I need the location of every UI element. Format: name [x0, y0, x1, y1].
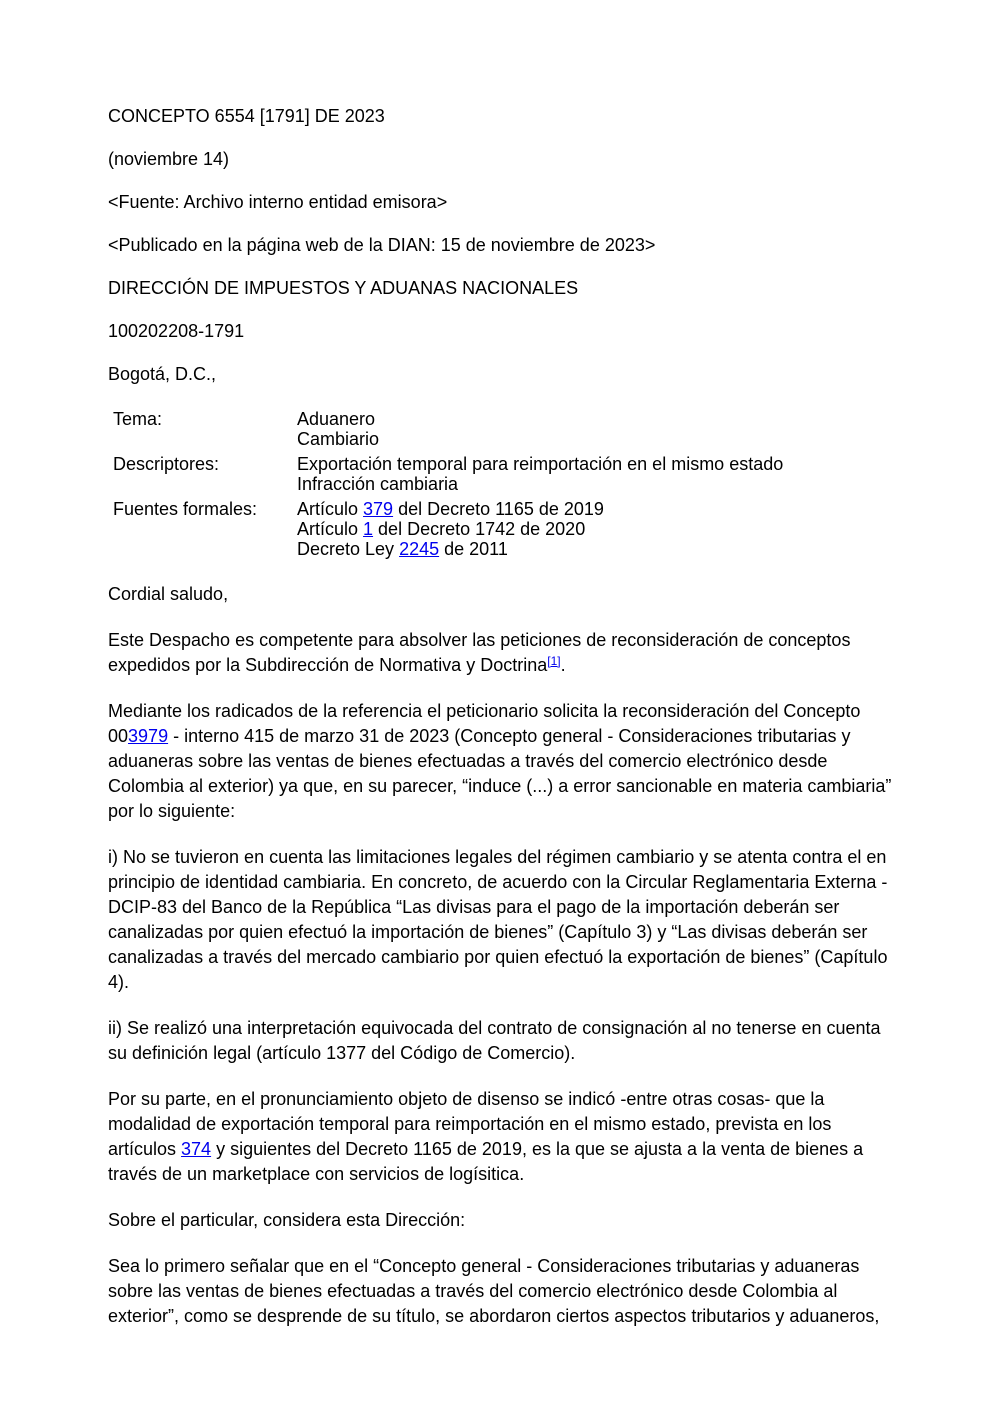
decreto-ley-2245-link[interactable]: 2245 — [399, 539, 440, 559]
fuente-item — [297, 499, 783, 519]
fuentes-row — [108, 499, 783, 559]
paragraph-point-ii: ii) Se realizó una interpretación equivocada del contrato de consignación al no tenerse en cuenta su definición legal (artículo 1377 del Código de Comercio). — [108, 1018, 881, 1063]
articulo-374-link[interactable]: 374 — [181, 1139, 212, 1159]
paragraph-text: . — [560, 655, 566, 675]
document-date: (noviembre 14) — [108, 149, 230, 169]
document-place: Bogotá, D.C., — [108, 364, 217, 384]
articulo-1-link[interactable]: 1 — [363, 519, 374, 539]
issuing-entity: DIRECCIÓN DE IMPUESTOS Y ADUANAS NACIONALES — [108, 278, 579, 298]
paragraph-text: - interno 415 de marzo 31 de 2023 (Concepto general - Consideraciones tributarias y aduaneras sobre las ventas de bienes efectuadas a través del comercio electrónico desde Colombia al exterior) ya que, en su parecer, “induce (...) a error sancionable en materia cambiaria” por lo siguiente: — [108, 726, 892, 821]
concepto-3979-link[interactable]: 3979 — [128, 726, 169, 746]
paragraph-consideration: Sobre el particular, considera esta Dirección: — [108, 1210, 466, 1230]
fuente-text: Decreto Ley — [297, 539, 400, 559]
metadata-table — [108, 409, 783, 559]
fuentes-values — [297, 499, 783, 559]
descriptores-row — [108, 454, 783, 499]
articulo-379-link[interactable]: 379 — [363, 499, 394, 519]
paragraph-request — [108, 699, 898, 824]
document-source: <Fuente: Archivo interno entidad emisora> — [108, 192, 448, 212]
paragraph-pronouncement — [108, 1087, 898, 1187]
tema-label: Tema: — [113, 409, 163, 429]
paragraph-text: Mediante los radicados de la referencia el peticionario solicita la reconsideración del Concepto 00 — [108, 701, 861, 746]
tema-values — [297, 409, 783, 454]
paragraph-text: y siguientes del Decreto 1165 de 2019, es la que se ajusta a la venta de bienes a través de un marketplace con servicios de logísitica. — [108, 1139, 864, 1184]
descriptores-values — [297, 454, 783, 499]
descriptor-value: Exportación temporal para reimportación en el mismo estado — [297, 454, 784, 474]
fuente-text: del Decreto 1742 de 2020 — [373, 519, 586, 539]
fuente-text: Artículo — [297, 499, 364, 519]
descriptor-value: Infracción cambiaria — [297, 474, 459, 494]
fuente-text: de 2011 — [439, 539, 508, 559]
paragraph-text: Por su parte, en el pronunciamiento objeto de disenso se indicó -entre otras cosas- que la modalidad de exportación temporal para reimportación en el mismo estado, prevista en los artículos — [108, 1089, 832, 1159]
tema-value: Aduanero — [297, 409, 376, 429]
fuente-item — [297, 539, 783, 559]
paragraph-point-i: i) No se tuvieron en cuenta las limitaciones legales del régimen cambiario y se atenta contra el en principio de identidad cambiaria. En concreto, de acuerdo con la Circular Reglamentaria Externa - DCIP-83 del Banco de la República “Las divisas para el pago de la importación deberán ser canalizadas por quien efectuó la importación de bienes” (Capítulo 3) y “Las divisas deberán ser canalizadas a través del mercado cambiario por quien efectuó la exportación de bienes” (Capítulo 4). — [108, 847, 888, 992]
tema-row — [108, 409, 783, 454]
document-title: CONCEPTO 6554 [1791] DE 2023 — [108, 106, 385, 126]
fuente-text: del Decreto 1165 de 2019 — [393, 499, 604, 519]
document-page — [108, 104, 898, 1350]
tema-value: Cambiario — [297, 429, 380, 449]
document-published: <Publicado en la página web de la DIAN: 15 de noviembre de 2023> — [108, 235, 656, 255]
paragraph-text: Este Despacho es competente para absolver las peticiones de reconsideración de conceptos expedidos por la Subdirección de Normativa y Doctrina — [108, 630, 851, 675]
fuente-text: Artículo — [297, 519, 364, 539]
fuentes-label: Fuentes formales: — [113, 499, 258, 519]
greeting: Cordial saludo, — [108, 584, 229, 604]
footnote-1-link[interactable]: [1] — [547, 654, 561, 668]
descriptores-label: Descriptores: — [113, 454, 220, 474]
paragraph-competence — [108, 628, 898, 678]
fuente-item — [297, 519, 783, 539]
document-number: 100202208-1791 — [108, 321, 245, 341]
paragraph-first-point: Sea lo primero señalar que en el “Concepto general - Consideraciones tributarias y aduaneras sobre las ventas de bienes efectuadas a través del comercio electrónico desde Colombia al exterior”, como se desprende de su título, se abordaron ciertos aspectos tributarios y aduaneros, — [108, 1256, 880, 1326]
